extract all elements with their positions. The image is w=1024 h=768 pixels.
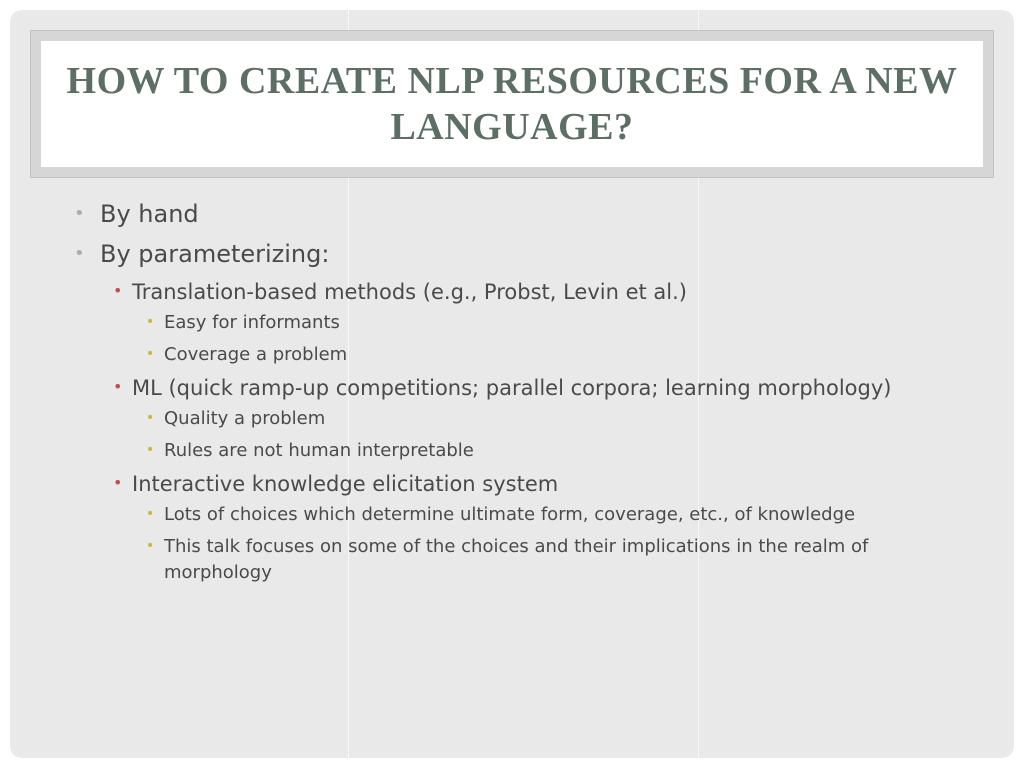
sub-bullet-item xyxy=(70,374,970,402)
bullet-dot-icon: • xyxy=(74,243,85,264)
title-frame xyxy=(30,30,994,178)
sub-bullet-item xyxy=(70,470,970,498)
title-box xyxy=(41,41,983,167)
bullet-dot-icon: • xyxy=(113,377,123,396)
bullet-text: Easy for informants xyxy=(164,312,340,333)
sub-sub-bullet-item xyxy=(70,502,970,528)
bullet-text: By hand xyxy=(100,200,199,228)
bullet-dot-icon: • xyxy=(146,410,155,426)
bullet-text: Rules are not human interpretable xyxy=(164,440,474,461)
sub-sub-bullet-item xyxy=(70,310,970,336)
bullet-text: Translation-based methods (e.g., Probst, Levin et al.) xyxy=(132,280,687,304)
bullet-text: Quality a problem xyxy=(164,408,326,429)
bullet-list xyxy=(70,198,970,586)
sub-sub-bullet-item xyxy=(70,438,970,464)
bullet-item xyxy=(70,198,970,230)
bullet-text: ML (quick ramp-up competitions; parallel corpora; learning morphology) xyxy=(132,376,892,400)
sub-bullet-item xyxy=(70,278,970,306)
bullet-dot-icon: • xyxy=(146,442,155,458)
slide xyxy=(10,10,1014,758)
bullet-dot-icon: • xyxy=(146,346,155,362)
slide-title: HOW TO CREATE NLP RESOURCES FOR A NEW LANGUAGE? xyxy=(66,60,958,148)
bullet-text: Interactive knowledge elicitation system xyxy=(132,472,559,496)
slide-body xyxy=(70,198,970,592)
sub-sub-bullet-item xyxy=(70,406,970,432)
bullet-text: Coverage a problem xyxy=(164,344,348,365)
sub-sub-bullet-item xyxy=(70,342,970,368)
sub-sub-bullet-item xyxy=(70,534,970,586)
bullet-item xyxy=(70,238,970,270)
bullet-text: Lots of choices which determine ultimate form, coverage, etc., of knowledge xyxy=(164,504,856,525)
bullet-dot-icon: • xyxy=(113,473,123,492)
bullet-text: By parameterizing: xyxy=(100,240,330,268)
bullet-dot-icon: • xyxy=(74,203,85,224)
bullet-dot-icon: • xyxy=(146,314,155,330)
bullet-dot-icon: • xyxy=(113,281,123,300)
bullet-text: This talk focuses on some of the choices and their implications in the realm of morphology xyxy=(164,536,869,583)
bullet-dot-icon: • xyxy=(146,538,155,554)
bullet-dot-icon: • xyxy=(146,506,155,522)
